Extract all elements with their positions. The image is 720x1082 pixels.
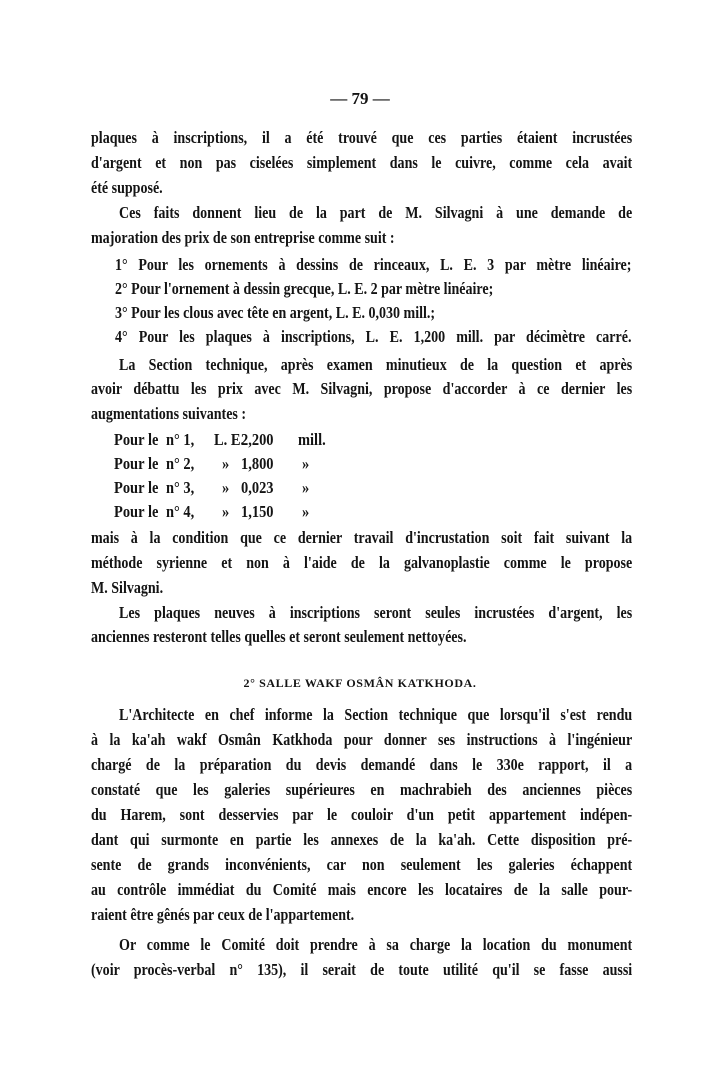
table-cell: 2,200 <box>241 430 274 449</box>
text-line: chargé de la préparation du devis demandé dans le 330e rapport, il a <box>91 755 633 774</box>
list-item: 3° Pour les clous avec tête en argent, L. E. 0,030 mill.; <box>115 303 436 322</box>
table-cell: le <box>148 478 159 497</box>
list-item: 2° Pour l'ornement à dessin grecque, L. E. 2 par mètre linéaire; <box>115 279 494 298</box>
list-item: 1° Pour les ornements à dessins de rinceaux, L. E. 3 par mètre linéaire; <box>115 255 632 274</box>
table-cell: » <box>222 502 230 521</box>
table-cell: n° 4, <box>166 502 195 521</box>
text-line: constaté que les galeries supérieures en machrabieh des anciennes pièces <box>91 780 633 799</box>
table-cell: le <box>148 502 159 521</box>
table-cell: Pour <box>114 502 145 521</box>
list-item: 4° Pour les plaques à inscriptions, L. E. 1,200 mill. par décimètre carré. <box>115 327 632 346</box>
table-cell: L. E. <box>214 430 245 449</box>
table-cell: Pour <box>114 454 145 473</box>
table-cell: n° 2, <box>166 454 195 473</box>
text-line: Or comme le Comité doit prendre à sa charge la location du monument <box>119 935 633 954</box>
text-line: raient être gênés par ceux de l'appartement. <box>91 905 355 924</box>
text-line: d'argent et non pas ciselées simplement dans le cuivre, comme cela avait <box>91 153 633 172</box>
text-line: Les plaques neuves à inscriptions seront seules incrustées d'argent, les <box>119 603 633 622</box>
table-cell: le <box>148 430 159 449</box>
text-line: au contrôle immédiat du Comité mais encore les locataires de la salle pour- <box>91 880 633 899</box>
text-line: méthode syrienne et non à l'aide de la galvanoplastie comme le propose <box>91 553 633 572</box>
text-line: été supposé. <box>91 178 163 197</box>
table-cell: 0,023 <box>241 478 274 497</box>
table-cell: le <box>148 454 159 473</box>
text-line: à la ka'ah wakf Osmân Katkhoda pour donner ses instructions à l'ingénieur <box>91 730 633 749</box>
text-line: majoration des prix de son entreprise comme suit : <box>91 228 395 247</box>
text-line: L'Architecte en chef informe la Section technique que lorsqu'il s'est rendu <box>119 705 633 724</box>
table-cell: 1,800 <box>241 454 274 473</box>
section-heading: 2° SALLE WAKF OSMÂN KATKHODA. <box>243 676 477 690</box>
text-line: La Section technique, après examen minutieux de la question et après <box>119 355 633 374</box>
table-cell: 1,150 <box>241 502 274 521</box>
text-line: augmentations suivantes : <box>91 404 247 423</box>
text-line: M. Silvagni. <box>91 578 164 597</box>
text-line: plaques à inscriptions, il a été trouvé que ces parties étaient incrustées <box>91 128 633 147</box>
text-line: (voir procès-verbal n° 135), il serait de toute utilité qu'il se fasse aussi <box>91 960 633 979</box>
text-line: avoir débattu les prix avec M. Silvagni, propose d'accorder à ce dernier les <box>91 379 633 398</box>
text-line: anciennes resteront telles quelles et seront seulement nettoyées. <box>91 627 467 646</box>
table-cell: Pour <box>114 478 145 497</box>
table-cell: » <box>222 454 230 473</box>
table-cell: Pour <box>114 430 145 449</box>
table-cell: » <box>302 454 310 473</box>
text-line: dant qui surmonte en partie les annexes de la ka'ah. Cette disposition pré- <box>91 830 633 849</box>
text-line: du Harem, sont desservies par le couloir d'un petit appartement indépen- <box>91 805 633 824</box>
text-line: mais à la condition que ce dernier travail d'incrustation soit fait suivant la <box>91 528 633 547</box>
table-cell: » <box>222 478 230 497</box>
table-cell: » <box>302 502 310 521</box>
page-number: — 79 — <box>330 89 390 108</box>
table-cell: n° 3, <box>166 478 195 497</box>
table-cell: » <box>302 478 310 497</box>
table-cell: n° 1, <box>166 430 195 449</box>
table-cell: mill. <box>298 430 326 449</box>
text-line: Ces faits donnent lieu de la part de M. Silvagni à une demande de <box>119 203 633 222</box>
text-line: sente de grands inconvénients, car non seulement les galeries échappent <box>91 855 633 874</box>
